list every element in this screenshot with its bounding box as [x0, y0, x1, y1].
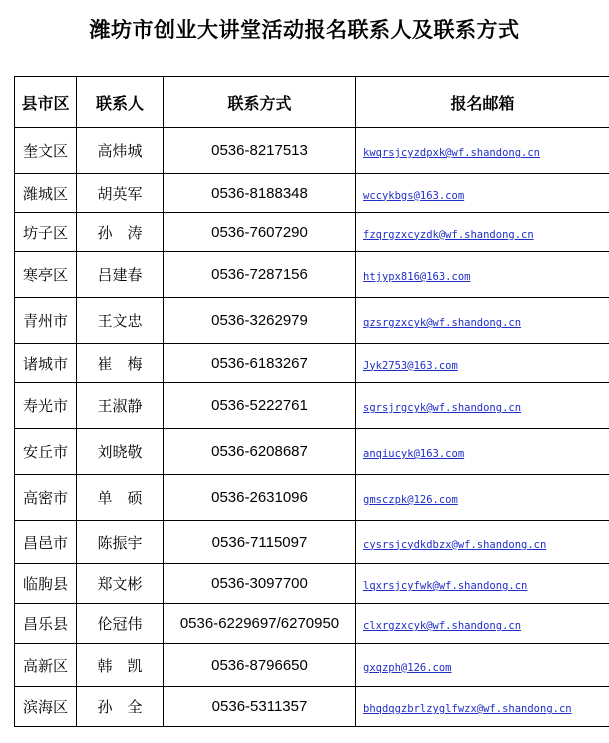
table-row [15, 644, 609, 687]
table-header-row [15, 77, 609, 128]
phone-cell: 0536-6208687 [164, 429, 356, 475]
page-title: 潍坊市创业大讲堂活动报名联系人及联系方式 [89, 17, 520, 42]
table-row [15, 687, 609, 727]
email-cell [356, 298, 609, 344]
contact-person-cell: 伦冠伟 [77, 604, 164, 644]
table-row [15, 213, 609, 252]
contact-person-cell: 王淑静 [77, 383, 164, 429]
county-cell: 高新区 [15, 644, 77, 687]
county-cell: 潍城区 [15, 174, 77, 213]
phone-cell: 0536-7607290 [164, 213, 356, 252]
phone-cell: 0536-5311357 [164, 687, 356, 727]
email-cell [356, 252, 609, 298]
phone-cell: 0536-7115097 [164, 521, 356, 564]
phone-cell: 0536-6183267 [164, 344, 356, 383]
contact-person-cell: 崔 梅 [77, 344, 164, 383]
email-link[interactable]: clxrgzxcyk@wf.shandong.cn [363, 620, 522, 632]
phone-cell: 0536-8796650 [164, 644, 356, 687]
contact-person-cell: 韩 凯 [77, 644, 164, 687]
county-cell: 高密市 [15, 475, 77, 521]
phone-cell: 0536-7287156 [164, 252, 356, 298]
table-row [15, 128, 609, 174]
email-link[interactable]: wccykbgs@163.com [363, 189, 465, 202]
county-cell: 临朐县 [15, 564, 77, 604]
phone-cell: 0536-3097700 [164, 564, 356, 604]
table-row [15, 252, 609, 298]
header-contact-person: 联系人 [77, 77, 164, 128]
email-link[interactable]: cysrsjcydkdbzx@wf.shandong.cn [363, 538, 547, 551]
county-cell: 寿光市 [15, 383, 77, 429]
table-row [15, 174, 609, 213]
table-row [15, 298, 609, 344]
email-cell [356, 383, 609, 429]
email-cell [356, 429, 609, 475]
table-row [15, 564, 609, 604]
email-link[interactable]: lqxrsjcyfwk@wf.shandong.cn [363, 580, 528, 592]
phone-cell: 0536-2631096 [164, 475, 356, 521]
table-row [15, 344, 609, 383]
phone-cell: 0536-5222761 [164, 383, 356, 429]
table-row [15, 521, 609, 564]
contacts-table [14, 76, 609, 727]
county-cell: 寒亭区 [15, 252, 77, 298]
email-link[interactable]: sgrsjrgcyk@wf.shandong.cn [363, 402, 522, 414]
email-cell [356, 213, 609, 252]
county-cell: 坊子区 [15, 213, 77, 252]
contact-person-cell: 高炜城 [77, 128, 164, 174]
table-row [15, 604, 609, 644]
table-row [15, 475, 609, 521]
table-row [15, 383, 609, 429]
email-cell [356, 521, 609, 564]
contact-person-cell: 陈振宇 [77, 521, 164, 564]
header-email: 报名邮箱 [356, 77, 609, 128]
email-cell [356, 604, 609, 644]
contact-person-cell: 吕建春 [77, 252, 164, 298]
email-cell [356, 564, 609, 604]
county-cell: 滨海区 [15, 687, 77, 727]
table-row [15, 429, 609, 475]
email-link[interactable]: kwqrsjcyzdpxk@wf.shandong.cn [363, 147, 541, 159]
email-link[interactable]: anqiucyk@163.com [363, 448, 465, 460]
header-county: 县市区 [15, 77, 77, 128]
email-link[interactable]: bhqdqgzbrlzyglfwzx@wf.shandong.cn [363, 703, 572, 715]
contact-person-cell: 王文忠 [77, 298, 164, 344]
contact-person-cell: 郑文彬 [77, 564, 164, 604]
phone-cell: 0536-8217513 [164, 128, 356, 174]
email-link[interactable]: gxqzph@126.com [363, 661, 452, 674]
county-cell: 诸城市 [15, 344, 77, 383]
email-link[interactable]: Jyk2753@163.com [363, 359, 458, 372]
email-link[interactable]: fzqrgzxcyzdk@wf.shandong.cn [363, 228, 534, 241]
phone-cell: 0536-8188348 [164, 174, 356, 213]
county-cell: 昌乐县 [15, 604, 77, 644]
email-cell [356, 475, 609, 521]
email-cell [356, 644, 609, 687]
phone-cell: 0536-3262979 [164, 298, 356, 344]
contact-person-cell: 胡英军 [77, 174, 164, 213]
county-cell: 昌邑市 [15, 521, 77, 564]
county-cell: 青州市 [15, 298, 77, 344]
email-cell [356, 687, 609, 727]
email-link[interactable]: htjypx816@163.com [363, 271, 471, 283]
email-link[interactable]: gmsczpk@126.com [363, 494, 458, 506]
email-cell [356, 128, 609, 174]
contact-person-cell: 孙 全 [77, 687, 164, 727]
county-cell: 奎文区 [15, 128, 77, 174]
email-link[interactable]: qzsrgzxcyk@wf.shandong.cn [363, 317, 522, 329]
phone-cell: 0536-6229697/6270950 [164, 604, 356, 644]
email-cell [356, 344, 609, 383]
contact-person-cell: 刘晓敬 [77, 429, 164, 475]
email-cell [356, 174, 609, 213]
header-phone: 联系方式 [164, 77, 356, 128]
contact-person-cell: 孙 涛 [77, 213, 164, 252]
contact-person-cell: 单 硕 [77, 475, 164, 521]
county-cell: 安丘市 [15, 429, 77, 475]
